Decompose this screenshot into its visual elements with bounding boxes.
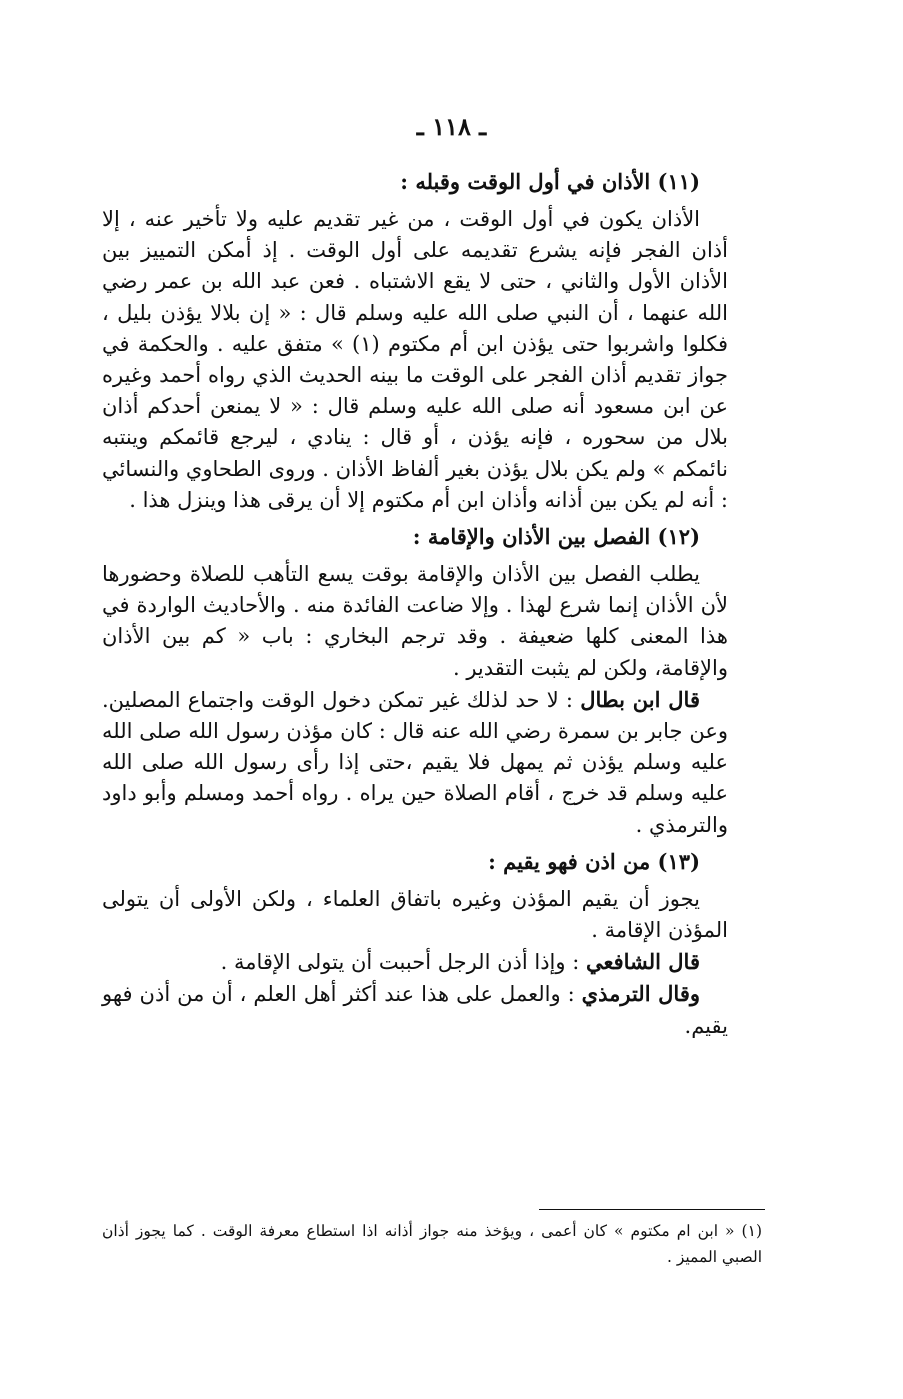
paragraph-text: : لا حد لذلك غير تمكن دخول الوقت واجتماع المصلين. وعن جابر بن سمرة رضي الله عنه قال : كان مؤذن رسول الله صلى الله عليه وسلم يؤذن ثم يمهل فلا يقيم ،حتى إذا رأى رسول الله صلى الله عليه وسلم قد خرج ، أقام الصلاة حين يراه . رواه أحمد ومسلم وأبو داود والترمذي . xyxy=(102,687,728,837)
footnote-divider xyxy=(539,1209,765,1210)
section-separation xyxy=(102,520,728,841)
section-heading: (١٣) من اذن فهو يقيم : xyxy=(488,848,700,874)
paragraph-text: : والعمل على هذا عند أكثر أهل العلم ، أن من أذن فهو يقيم. xyxy=(102,982,728,1038)
paragraph xyxy=(102,684,728,841)
section-heading: (١٢) الفصل بين الأذان والإقامة : xyxy=(412,524,700,550)
paragraph-text: الأذان يكون في أول الوقت ، من غير تقديم عليه ولا تأخير عنه ، إلا أذان الفجر فإنه يشرع تقديمه على أول الوقت . إذ أمكن التمييز بين الأذان الأول والثاني ، حتى لا يقع الاشتباه . فعن عبد الله بن عمر رضي الله عنهما ، أن النبي صلى الله عليه وسلم قال : « إن بلالا يؤذن بليل ، فكلوا واشربوا حتى يؤذن ابن أم مكتوم (١) » متفق عليه . والحكمة في جواز تقديم أذان الفجر على الوقت ما بينه الحديث الذي رواه أحمد وغيره عن ابن مسعود أنه صلى الله عليه وسلم قال : « لا يمنعن أحدكم أذان بلال من سحوره ، فإنه يؤذن ، أو قال : ينادي ، ليرجع قائمكم وينتبه نائمكم » ولم يكن بلال يؤذن بغير ألفاظ الأذان . وروى الطحاوي والنسائي : أنه لم يكن بين أذانه وأذان ابن أم مكتوم إلا أن يرقى هذا وينزل هذا . xyxy=(102,207,728,512)
paragraph xyxy=(102,558,728,684)
main-text xyxy=(102,165,728,1042)
footnote: (١) « ابن ام مكتوم » كان أعمى ، ويؤخذ منه جواز أذانه اذا استطاع معرفة الوقت . كما يجوز أذان الصبي المميز . xyxy=(102,1222,762,1266)
paragraph xyxy=(102,883,728,946)
paragraph xyxy=(102,978,728,1041)
paragraph-text: يطلب الفصل بين الأذان والإقامة بوقت يسع التأهب للصلاة وحضورها لأن الأذان إنما شرع لهذا . وإلا ضاعت الفائدة منه . والأحاديث الواردة في هذا المعنى كلها ضعيفة . وقد ترجم البخاري : باب « كم بين الأذان والإقامة، ولكن لم يثبت التقدير . xyxy=(102,562,728,680)
paragraph-lead: قال ابن بطال xyxy=(580,686,700,712)
section-who-calls-iqama xyxy=(102,845,728,1042)
paragraph-text: : وإذا أذن الرجل أحببت أن يتولى الإقامة . xyxy=(220,950,586,975)
page-number: ـ ١١٨ ـ xyxy=(416,112,487,141)
section-adhan-timing xyxy=(102,165,728,516)
paragraph xyxy=(102,946,728,978)
paragraph xyxy=(102,203,728,516)
footnotes xyxy=(102,1218,762,1270)
paragraph-lead: وقال الترمذي xyxy=(581,981,701,1007)
section-heading: (١١) الأذان في أول الوقت وقبله : xyxy=(400,169,700,194)
paragraph-lead: قال الشافعي xyxy=(585,949,700,975)
paragraph-text: يجوز أن يقيم المؤذن وغيره باتفاق العلماء ، ولكن الأولى أن يتولى المؤذن الإقامة . xyxy=(102,886,728,943)
